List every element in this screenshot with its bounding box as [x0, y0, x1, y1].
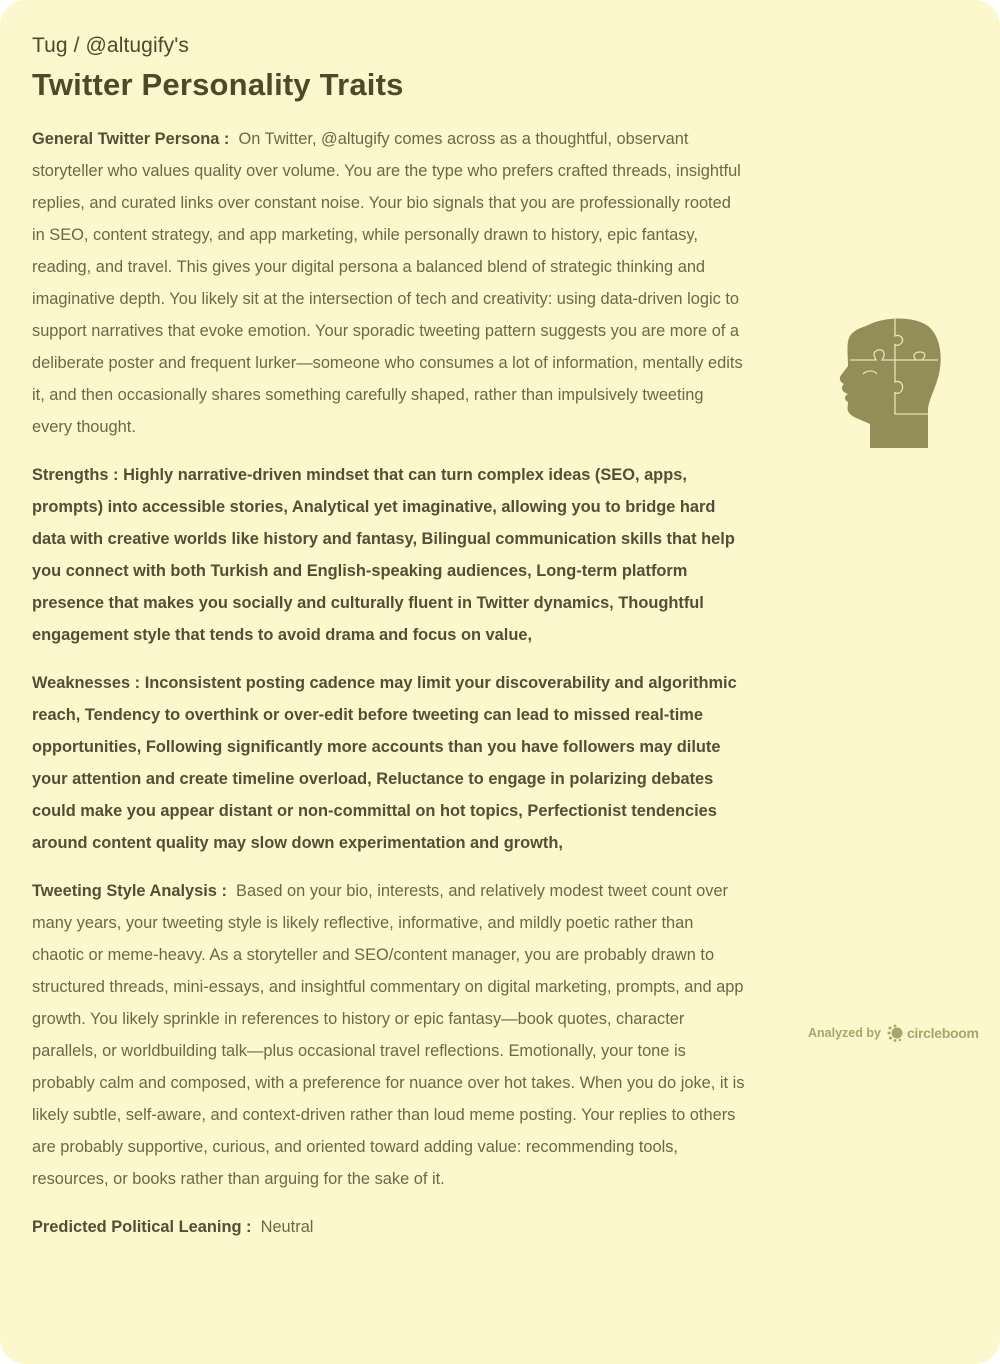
circleboom-brand-name: circleboom	[906, 1025, 979, 1041]
circleboom-brand-link[interactable]	[887, 1024, 979, 1042]
general-persona-label: General Twitter Persona :	[32, 130, 230, 148]
traits-content	[32, 123, 748, 1259]
political-leaning-label: Predicted Political Leaning :	[32, 1218, 252, 1236]
circleboom-logo-icon	[887, 1024, 905, 1042]
analyzed-by-label: Analyzed by	[808, 1026, 881, 1040]
strengths-text: Highly narrative-driven mindset that can turn complex ideas (SEO, apps, prompts) into accessible stories, Analytical yet imaginative, allowing you to bridge hard data with creative worlds like history and fantasy, Bilingual communication skills that help you connect with both Turkish and English-speaking audiences, Long-term platform presence that makes you socially and culturally fluent in Twitter dynamics, Thoughtful engagement style that tends to avoid drama and focus on value,	[32, 466, 735, 644]
page-subtitle: Tug / @altugify's	[32, 34, 189, 57]
weaknesses-text: Inconsistent posting cadence may limit your discoverability and algorithmic reach, Tendency to overthink or over-edit before tweeting can lead to missed real-time opportunities, Following significantly more accounts than you have followers may dilute your attention and create timeline overload, Reluctance to engage in polarizing debates could make you appear distant or non-committal on hot topics, Perfectionist tendencies around content quality may slow down experimentation and growth,	[32, 674, 737, 852]
puzzle-head-icon	[836, 316, 942, 450]
political-leaning-value: Neutral	[260, 1218, 314, 1236]
analyzed-by-badge	[808, 1024, 979, 1042]
general-persona-section	[32, 123, 748, 443]
page-title: Twitter Personality Traits	[32, 67, 404, 102]
political-leaning-section	[32, 1211, 748, 1243]
strengths-label: Strengths :	[32, 466, 119, 484]
tweeting-style-section	[32, 875, 748, 1195]
general-persona-text: On Twitter, @altugify comes across as a thoughtful, observant storyteller who values quality over volume. You are the type who prefers crafted threads, insightful replies, and curated links over constant noise. Your bio signals that you are professionally rooted in SEO, content strategy, and app marketing, while personally drawn to history, epic fantasy, reading, and travel. This gives your digital persona a balanced blend of strategic thinking and imaginative depth. You likely sit at the intersection of tech and creativity: using data-driven logic to support narratives that evoke emotion. Your sporadic tweeting pattern suggests you are more of a deliberate poster and frequent lurker—someone who consumes a lot of information, mentally edits it, and then occasionally shares something carefully shaped, rather than impulsively tweeting every thought.	[32, 130, 743, 436]
tweeting-style-label: Tweeting Style Analysis :	[32, 882, 227, 900]
tweeting-style-text: Based on your bio, interests, and relatively modest tweet count over many years, your tweeting style is likely reflective, informative, and mildly poetic rather than chaotic or meme-heavy. As a storyteller and SEO/content manager, you are probably drawn to structured threads, mini-essays, and insightful commentary on digital marketing, prompts, and app growth. You likely sprinkle in references to history or epic fantasy—book quotes, character parallels, or worldbuilding talk—plus occasional travel reflections. Emotionally, your tone is probably calm and composed, with a preference for nuance over hot takes. When you do joke, it is likely subtle, self-aware, and context-driven rather than loud meme posting. Your replies to others are probably supportive, curious, and oriented toward adding value: recommending tools, resources, or books rather than arguing for the sake of it.	[32, 882, 745, 1188]
weaknesses-section	[32, 667, 748, 859]
weaknesses-label: Weaknesses :	[32, 674, 141, 692]
strengths-section	[32, 459, 748, 651]
